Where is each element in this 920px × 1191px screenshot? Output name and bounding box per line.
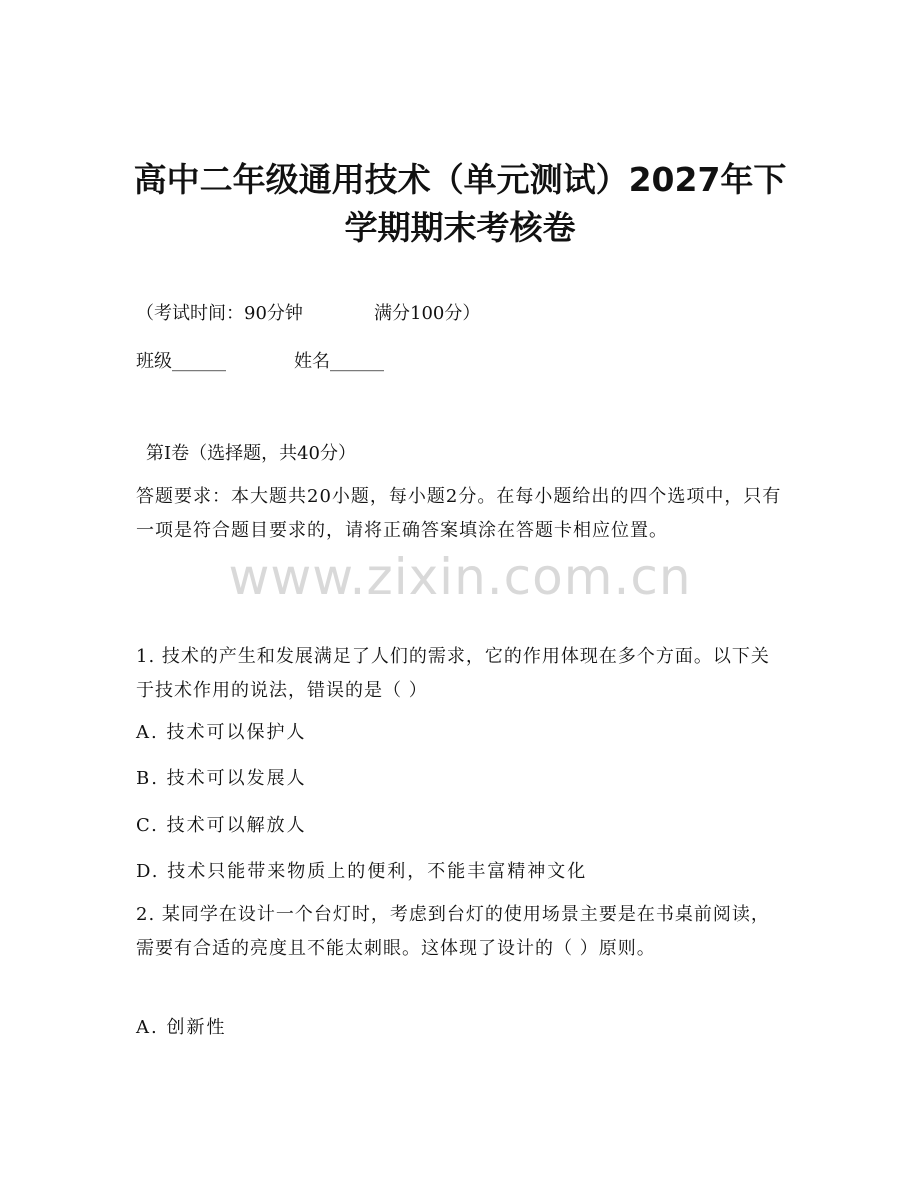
exam-title-line-2: 学期期末考核卷: [344, 208, 576, 247]
exam-full-score: 满分100分）: [374, 303, 481, 324]
name-field: 姓名______: [294, 351, 384, 372]
watermark: www.zixin.com.cn: [228, 548, 692, 606]
question-1-option-a: A. 技术可以保护人: [136, 722, 307, 743]
question-2-option-a: A. 创新性: [136, 1017, 227, 1038]
exam-title-line-1: 高中二年级通用技术（单元测试）2027年下: [133, 160, 787, 199]
answer-instructions: 答题要求：本大题共20小题，每小题2分。在每小题给出的四个选项中，只有一项是符合题目要求的，请将正确答案填涂在答题卡相应位置。: [136, 486, 782, 541]
question-1-option-d: D. 技术只能带来物质上的便利，不能丰富精神文化: [136, 861, 588, 882]
question-1-option-b: B. 技术可以发展人: [136, 768, 307, 789]
class-field: 班级______: [136, 351, 226, 372]
question-2-stem: 2. 某同学在设计一个台灯时，考虑到台灯的使用场景主要是在书桌前阅读，需要有合适的亮度且不能太刺眼。这体现了设计的（ ）原则。: [136, 904, 770, 959]
section-heading: 第Ⅰ卷（选择题，共40分）: [146, 443, 357, 464]
question-1-stem: 1. 技术的产生和发展满足了人们的需求，它的作用体现在多个方面。以下关于技术作用的说法，错误的是（ ）: [136, 646, 770, 701]
exam-time: （考试时间：90分钟: [136, 303, 303, 324]
question-1-option-c: C. 技术可以解放人: [136, 815, 307, 836]
